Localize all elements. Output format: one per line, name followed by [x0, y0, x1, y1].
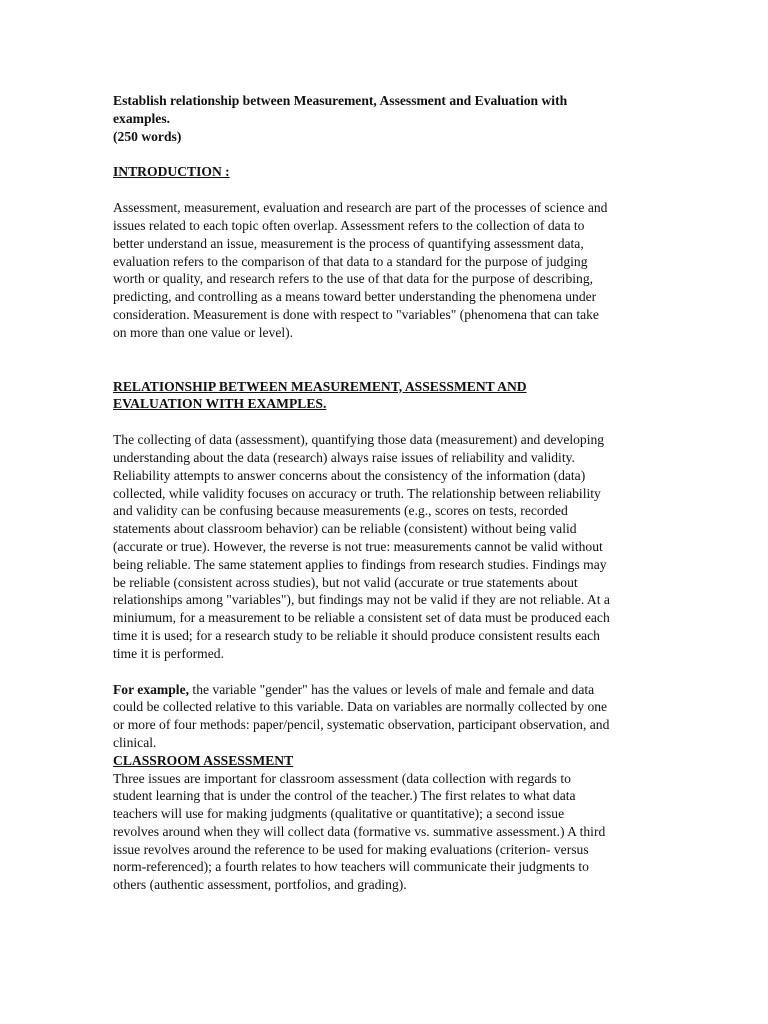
classroom-paragraph — [113, 770, 658, 895]
relationship-heading — [113, 378, 658, 414]
paragraph-line: could be collected relative to this variable. Data on variables are normally collected by one — [113, 699, 608, 715]
title-word-count: (250 words) — [113, 128, 182, 144]
paragraph-line: Reliability attempts to answer concerns about the consistency of the information (data) — [113, 467, 586, 483]
paragraph-line: evaluation refers to the comparison of that data to a standard for the purpose of judging — [113, 253, 588, 269]
intro-heading-text: INTRODUCTION : — [113, 164, 230, 180]
paragraph-line: statements about classroom behavior) can be reliable (consistent) without being valid — [113, 521, 577, 537]
paragraph-line: be reliable (consistent across studies), but not valid (accurate or true statements about — [113, 574, 578, 590]
relationship-paragraph — [113, 431, 658, 662]
paragraph-line: time it is used; for a research study to be reliable it should produce consistent results each — [113, 627, 600, 643]
example-paragraph — [113, 681, 658, 752]
paragraph-line: understanding about the data (research) always raise issues of reliability and validity. — [113, 449, 575, 465]
example-line-rest: the variable "gender" has the values or levels of male and female and data — [189, 681, 595, 697]
paragraph-line: The collecting of data (assessment), quantifying those data (measurement) and developing — [113, 432, 605, 448]
classroom-heading-text: CLASSROOM ASSESSMENT — [113, 752, 294, 768]
heading-line: EVALUATION WITH EXAMPLES. — [113, 396, 327, 412]
document-title — [113, 92, 658, 145]
paragraph-line: worth or quality, and research refers to the use of that data for the purpose of describing, — [113, 271, 594, 287]
paragraph-line: issues related to each topic often overlap. Assessment refers to the collection of data to — [113, 217, 585, 233]
title-line: Establish relationship between Measurement, Assessment and Evaluation with — [113, 93, 568, 108]
paragraph-line: time it is performed. — [113, 645, 224, 661]
paragraph-line: teachers will use for making judgments (qualitative or quantitative); a second issue — [113, 806, 565, 822]
paragraph-line: on more than one value or level). — [113, 324, 294, 340]
paragraph-line: relationships among "variables"), but findings may not be valid if they are not reliable. At a — [113, 592, 610, 608]
intro-heading — [113, 163, 658, 181]
title-line: examples. — [113, 110, 171, 126]
paragraph-line: predicting, and controlling as a means toward better understanding the phenomena under — [113, 289, 597, 305]
paragraph-line: or more of four methods: paper/pencil, systematic observation, participant observation, and — [113, 717, 610, 733]
paragraph-line: norm-referenced); a fourth relates to how teachers will communicate their judgments to — [113, 859, 589, 875]
heading-line: RELATIONSHIP BETWEEN MEASUREMENT, ASSESSMENT AND — [113, 378, 527, 394]
paragraph-line: clinical. — [113, 734, 157, 750]
paragraph-line: better understand an issue, measurement is the process of quantifying assessment data, — [113, 235, 584, 251]
paragraph-line: (accurate or true). However, the reverse is not true: measurements cannot be valid without — [113, 538, 603, 554]
paragraph-line: revolves around when they will collect data (formative vs. summative assessment.) A third — [113, 823, 606, 839]
example-lead: For example, — [113, 681, 190, 697]
paragraph-line: consideration. Measurement is done with respect to "variables" (phenomena that can take — [113, 306, 599, 322]
intro-paragraph — [113, 199, 658, 341]
paragraph-line: miniumum, for a measurement to be reliable a consistent set of data must be produced each — [113, 610, 610, 626]
paragraph-line: issue revolves around the reference to be used for making evaluations (criterion- versus — [113, 841, 589, 857]
paragraph-line: being reliable. The same statement applies to findings from research studies. Findings may — [113, 556, 607, 572]
document-page — [113, 92, 658, 894]
paragraph-line: others (authentic assessment, portfolios, and grading). — [113, 877, 407, 893]
paragraph-line: and validity can be confusing because measurements (e.g., scores on tests, recorded — [113, 503, 568, 519]
paragraph-line: collected, while validity focuses on accuracy or truth. The relationship between reliability — [113, 485, 601, 501]
paragraph-line: Three issues are important for classroom assessment (data collection with regards to — [113, 770, 571, 786]
paragraph-line — [113, 681, 658, 699]
paragraph-line: student learning that is under the control of the teacher.) The first relates to what data — [113, 788, 576, 804]
paragraph-line: Assessment, measurement, evaluation and research are part of the processes of science and — [113, 200, 608, 216]
classroom-heading — [113, 752, 658, 770]
